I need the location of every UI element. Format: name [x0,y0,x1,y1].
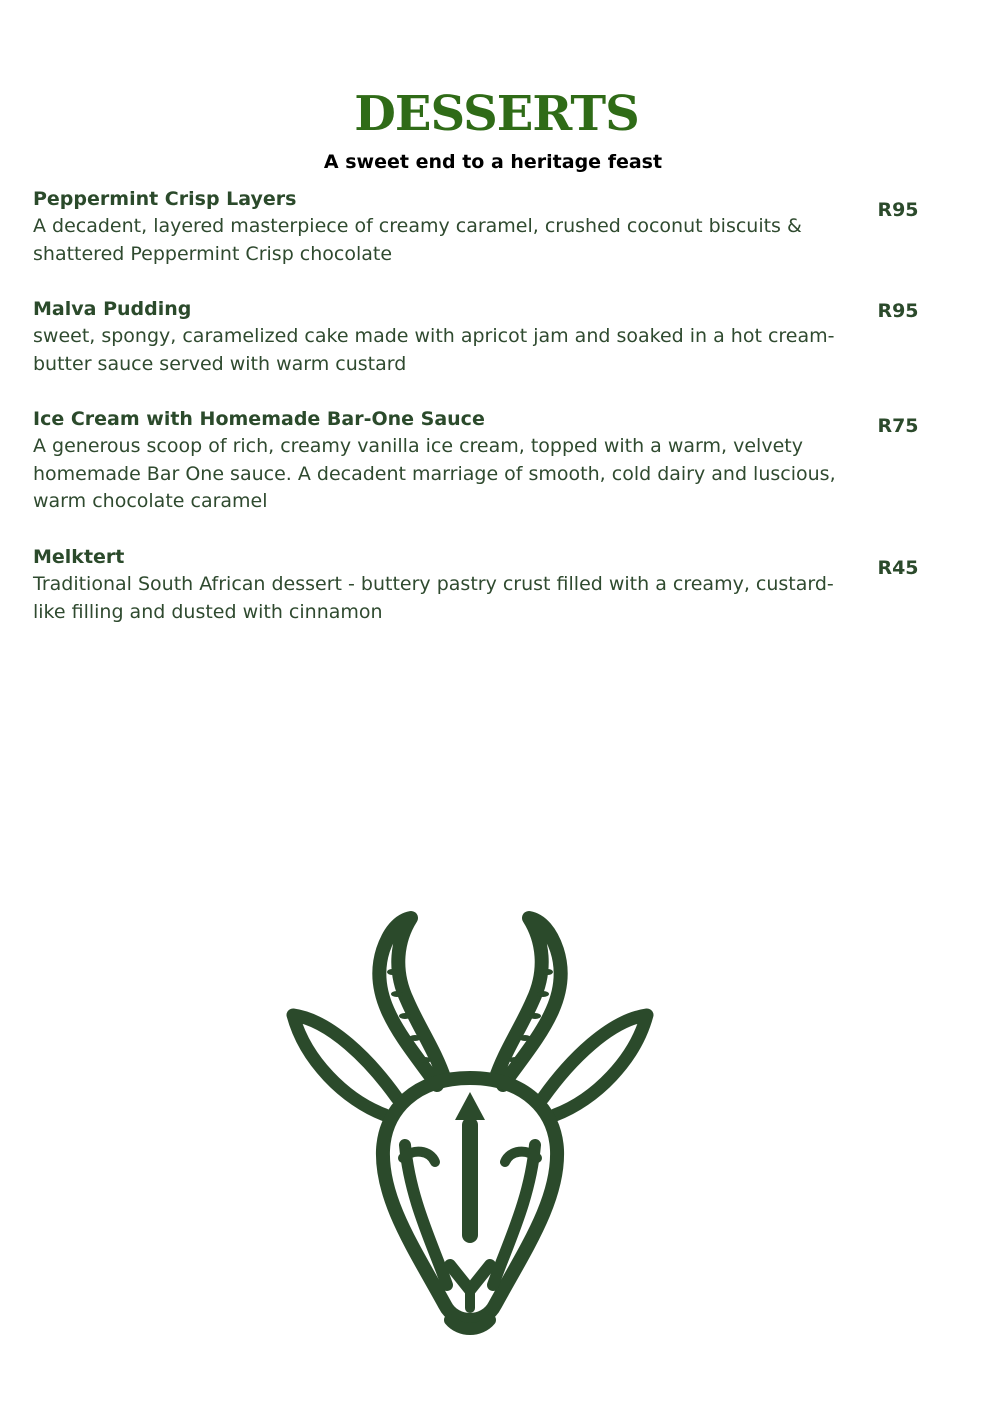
page-title: DESSERTS [354,86,639,142]
menu-item-price: R45 [877,557,919,579]
menu-item-price: R95 [877,300,919,322]
menu-item-price: R95 [877,199,919,221]
menu-item [33,296,933,378]
menu-item [33,544,933,626]
menu-item-name: Melktert [33,546,125,568]
menu-item-name: Malva Pudding [33,298,192,320]
menu-item-price: R75 [877,415,919,437]
menu-item-name: Peppermint Crisp Layers [33,188,297,210]
menu-item-description: A generous scoop of rich, creamy vanilla ice cream, topped with a warm, velvety homemade Bar One sauce. A decadent marriage of smooth, cold dairy and luscious, warm chocolate caramel [33,435,836,512]
menu-item-description: sweet, spongy, caramelized cake made with apricot jam and soaked in a hot cream-butter sauce served with warm custard [33,325,835,375]
page-subtitle: A sweet end to a heritage feast [323,151,663,173]
menu-item-description: A decadent, layered masterpiece of creamy caramel, crushed coconut biscuits & shattered Peppermint Crisp chocolate [33,215,802,265]
menu-item-description: Traditional South African dessert - buttery pastry crust filled with a creamy, custard-like filling and dusted with cinnamon [33,573,834,623]
menu-item [33,406,933,516]
menu-item-name: Ice Cream with Homemade Bar-One Sauce [33,408,485,430]
menu-item [33,186,933,268]
springbok-head-icon [285,910,655,1350]
